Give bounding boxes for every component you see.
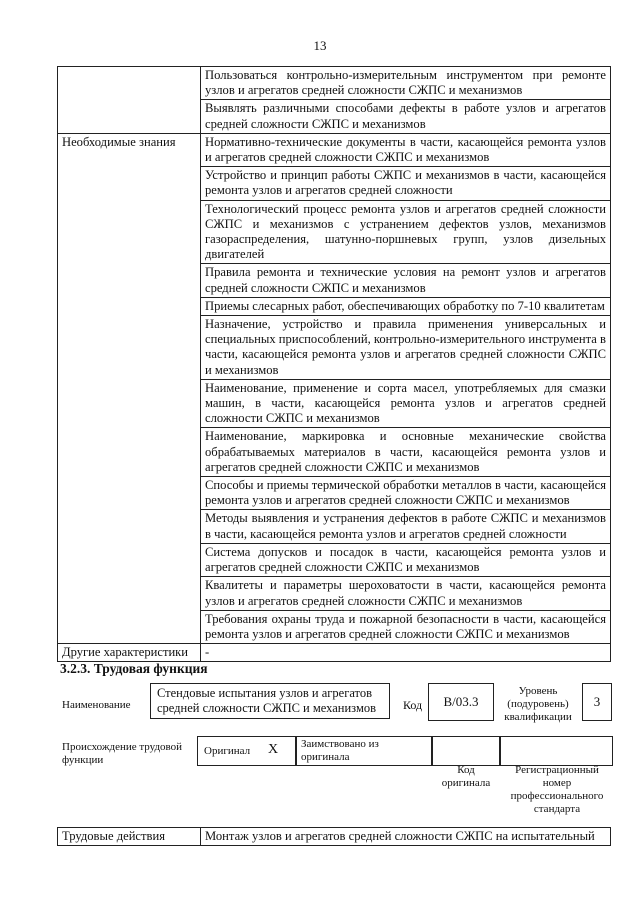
row-text: Методы выявления и устранения дефектов в работе СЖПС и механизмов в части, касающейся ремонта узлов и агрегатов средней сложности [201, 510, 611, 543]
name-label: Наименование [62, 699, 131, 711]
row-label: Другие характеристики [58, 644, 201, 662]
table-row [58, 510, 611, 543]
row-text: Назначение, устройство и правила применения универсальных и специальных приспособлений, контрольно-измерительного инструмента в части, касающейся ремонта узлов и агрегатов средней сложности СЖПС и механизмов [201, 316, 611, 380]
row-label [58, 510, 201, 543]
row-text: Способы и приемы термической обработки металлов в части, касающейся ремонта узлов и агрегатов средней сложности СЖПС и механизмов [201, 477, 611, 510]
table-row [58, 200, 611, 264]
actions-first: Монтаж узлов и агрегатов средней сложности СЖПС на испытательный [201, 828, 611, 846]
row-label [58, 297, 201, 315]
table-row [58, 133, 611, 166]
reg-number-cell [499, 736, 613, 766]
level-label: Уровень (подуровень) квалификации [504, 685, 572, 723]
function-name-box [150, 683, 390, 719]
table-row [58, 100, 611, 133]
row-text: Требования охраны труда и пожарной безопасности в части, касающейся ремонта узлов и агрегатов средней сложности СЖПС и механизмов [201, 610, 611, 643]
row-label [58, 200, 201, 264]
row-label [58, 428, 201, 477]
section-title: 3.2.3. Трудовая функция [60, 661, 208, 676]
original-mark: X [268, 742, 279, 757]
row-label [58, 167, 201, 200]
qualification-level-value: 3 [582, 683, 612, 721]
table-row [58, 477, 611, 510]
function-code-value: В/03.3 [428, 683, 494, 721]
table-row [58, 264, 611, 297]
row-text: Технологический процесс ремонта узлов и агрегатов средней сложности СЖПС и механизмов с устранением дефектов узлов, механизмов газораспределения, шатунно-поршневых групп, узлов дизельных двигателей [201, 200, 611, 264]
original-label: Оригинал [204, 745, 251, 757]
original-cell [197, 736, 297, 766]
row-text: Наименование, применение и сорта масел, употребляемых для смазки машин, в части, касающейся ремонта узлов и агрегатов средней сложности СЖПС и механизмов [201, 379, 611, 428]
row-label [58, 577, 201, 610]
table-row [58, 316, 611, 380]
row-text: Система допусков и посадок в части, касающейся ремонта узлов и агрегатов средней сложности СЖПС и механизмов [201, 543, 611, 576]
table-row [58, 543, 611, 576]
row-text: Устройство и принцип работы СЖПС и механизмов в части, касающейся ремонта узлов и агрегатов средней сложности [201, 167, 611, 200]
code-original-cell [431, 736, 501, 766]
row-text: Выявлять различными способами дефекты в работе узлов и агрегатов средней сложности СЖПС и механизмов [201, 100, 611, 133]
borrowed-label: Заимствовано из оригинала [301, 738, 379, 763]
row-text: Квалитеты и параметры шероховатости в части, касающейся ремонта узлов и агрегатов средней сложности СЖПС и механизмов [201, 577, 611, 610]
table-row [58, 297, 611, 315]
row-label [58, 264, 201, 297]
row-text: Пользоваться контрольно-измерительным инструментом при ремонте узлов и агрегатов средней сложности СЖПС и механизмов [201, 67, 611, 100]
borrowed-cell [295, 736, 433, 766]
table-row [58, 379, 611, 428]
table-row [58, 610, 611, 643]
table-row [58, 167, 611, 200]
row-label [58, 316, 201, 380]
row-label [58, 477, 201, 510]
row-label [58, 100, 201, 133]
function-name-value: Стендовые испытания узлов и агрегатов средней сложности СЖПС и механизмов [157, 686, 377, 715]
row-label [58, 610, 201, 643]
row-text: - [201, 644, 611, 662]
knowledge-table [57, 66, 611, 662]
row-label [58, 379, 201, 428]
table-row [58, 644, 611, 662]
row-text: Правила ремонта и технические условия на ремонт узлов и агрегатов средней сложности СЖПС и механизмов [201, 264, 611, 297]
page-number: 13 [313, 38, 327, 53]
row-label [58, 543, 201, 576]
row-label [58, 67, 201, 100]
code-label: Код [403, 698, 423, 712]
code-original-label: Код оригинала [441, 764, 491, 789]
row-text: Наименование, маркировка и основные механические свойства обрабатываемых материалов в части, касающейся ремонта узлов и агрегатов средней сложности СЖПС и механизмов [201, 428, 611, 477]
reg-number-label: Регистрационный номер профессионального стандарта [510, 764, 604, 815]
actions-table [57, 827, 611, 846]
origin-label: Происхождение трудовой функции [62, 741, 183, 766]
row-text: Нормативно-технические документы в части, касающейся ремонта узлов и агрегатов средней сложности СЖПС и механизмов [201, 133, 611, 166]
actions-label: Трудовые действия [58, 828, 201, 846]
row-text: Приемы слесарных работ, обеспечивающих обработку по 7-10 квалитетам [201, 297, 611, 315]
table-row [58, 577, 611, 610]
table-row [58, 428, 611, 477]
table-row [58, 67, 611, 100]
row-label: Необходимые знания [58, 133, 201, 166]
